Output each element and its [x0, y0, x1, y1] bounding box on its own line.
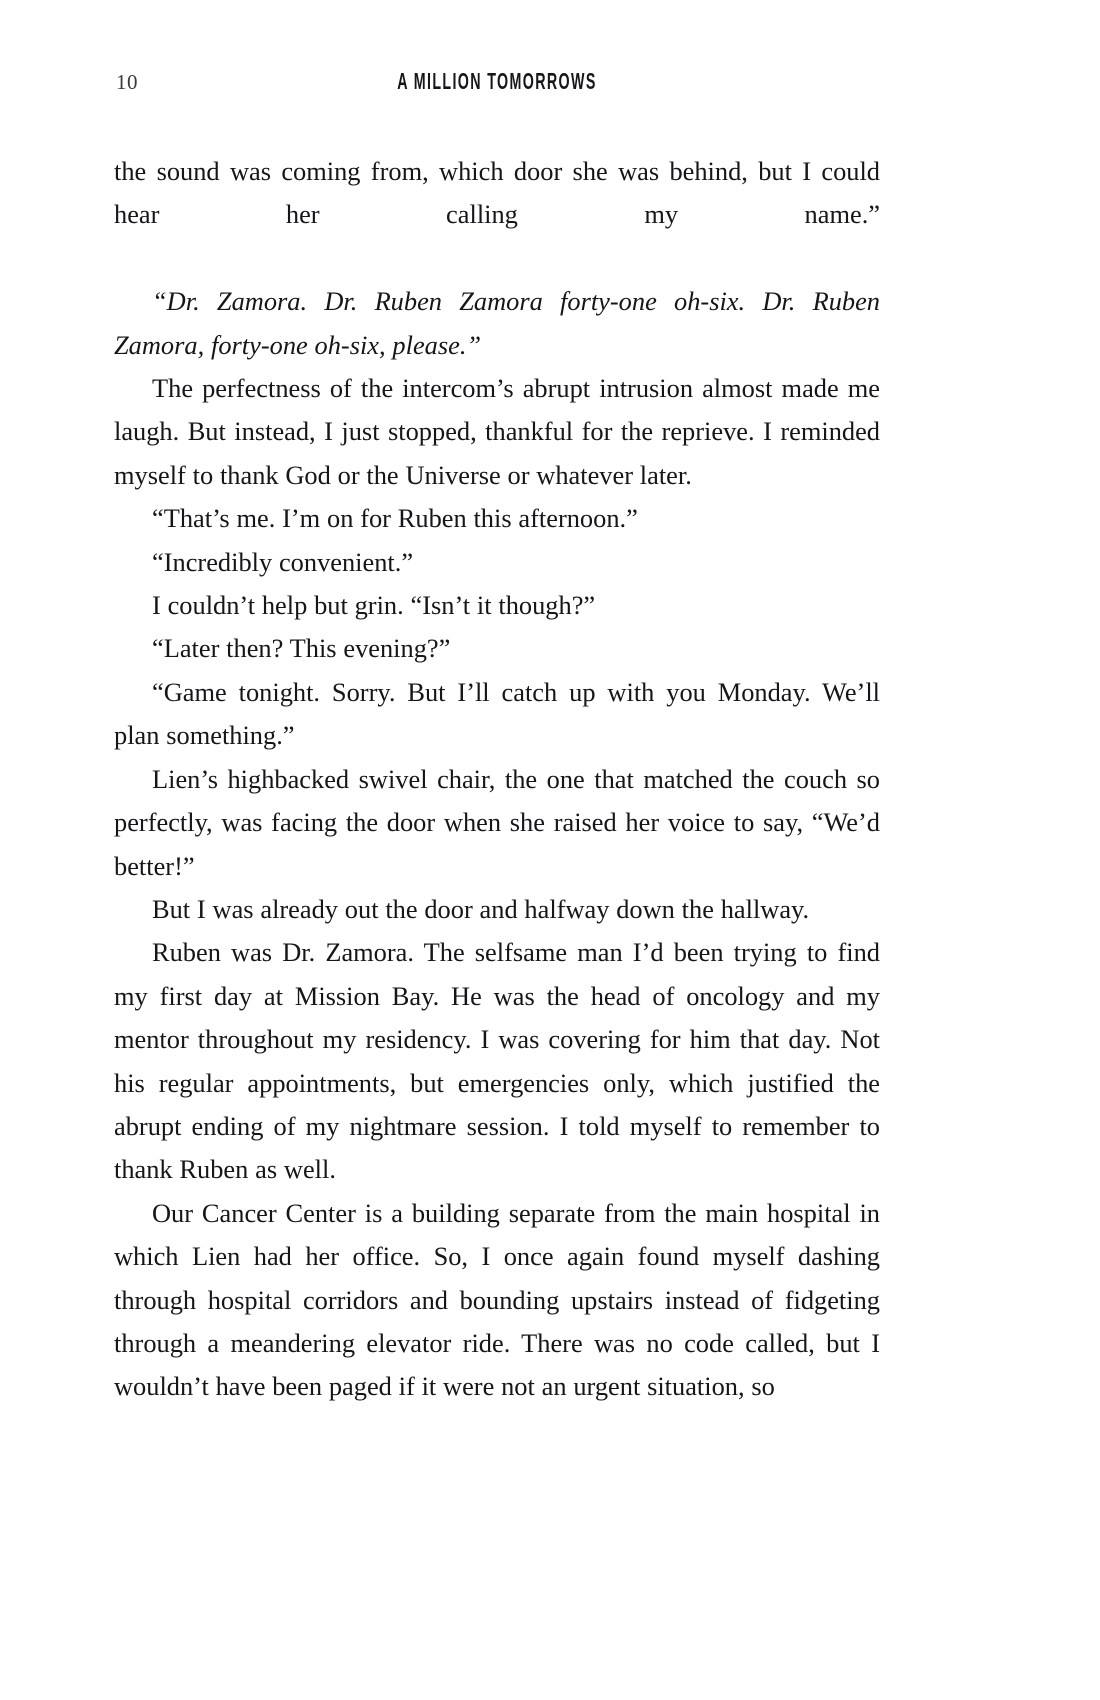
page-number: 10 — [116, 70, 138, 94]
paragraph-perfectness: The perfectness of the intercom’s abrupt intrusion almost made me laugh. But instead, I just stopped, thankful for the reprieve. I reminded myself to thank God or the Universe or whatever later. — [114, 373, 880, 490]
paragraph-ruben-was-dr-zamora: Ruben was Dr. Zamora. The selfsame man I’d been trying to find my first day at Mission Bay. He was the head of oncology and my mentor throughout my residency. I was covering for him that day. Not his regular appointments, but emergencies only, which justified the abrupt ending of my nightmare session. I told myself to remember to thank Ruben as well. — [114, 937, 880, 1185]
paragraph-intercom-page: “Dr. Zamora. Dr. Ruben Zamora forty-one oh-six. Dr. Ruben Zamora, forty-one oh-six, please.” — [114, 286, 880, 360]
dialogue-game-tonight: “Game tonight. Sorry. But I’ll catch up with you Monday. We’ll plan something.” — [114, 676, 880, 751]
dialogue-incredibly-convenient: “Incredibly convenient.” — [152, 546, 414, 577]
dialogue-thats-me: “That’s me. I’m on for Ruben this afternoon.” — [152, 503, 638, 534]
dialogue-later-then: “Later then? This evening?” — [152, 633, 451, 664]
dialogue-couldnt-help-grin: I couldn’t help but grin. “Isn’t it though?” — [152, 590, 596, 621]
paragraph-liens-chair: Lien’s highbacked swivel chair, the one that matched the couch so perfectly, was facing the door when she raised her voice to say, “We’d better!” — [114, 763, 880, 881]
body-text-block — [114, 150, 880, 1409]
paragraph-cancer-center: Our Cancer Center is a building separate from the main hospital in which Lien had her office. So, I once again found myself dashing through hospital corridors and bounding upstairs instead of fidgeting through a meandering elevator ride. There was no code called, but I wouldn’t have been paged if it were not an urgent situation, so — [114, 1197, 880, 1402]
paragraph-out-the-door: But I was already out the door and halfway down the hallway. — [152, 893, 810, 924]
book-title-running-head: A MILLION TOMORROWS — [397, 68, 597, 94]
running-header — [116, 68, 878, 102]
paragraph-continuation: the sound was coming from, which door she was behind, but I could hear her calling my name.” — [114, 156, 880, 230]
